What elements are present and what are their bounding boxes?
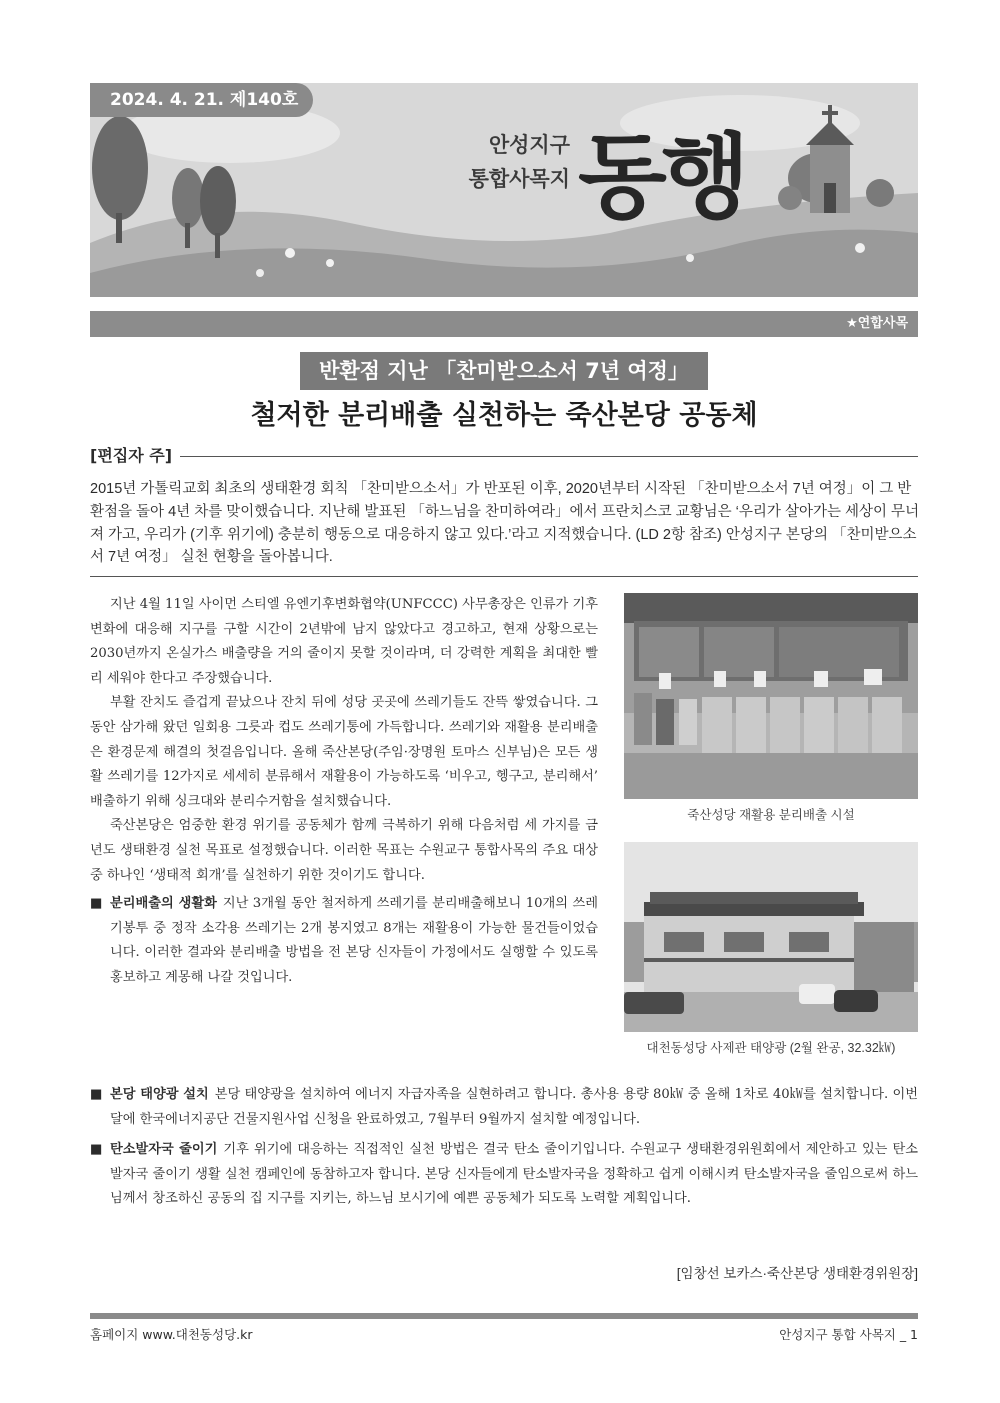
masthead-title: 동행 (578, 123, 744, 231)
editor-rule (90, 456, 918, 457)
recycling-facility-photo (624, 593, 918, 799)
paragraph: 부활 잔치도 즐겁게 끝났으나 잔치 뒤에 성당 곳곳에 쓰레기들도 잔뜩 쌓였습니다. 그동안 삼가해 왔던 일회용 그릇과 컵도 쓰레기통에 가득합니다. 쓰레기와 재활용 분리배출은 환경문제 해결의 첫걸음입니다. 올해 죽산본당(주임·장명원 토마스 신부님)은 모든 생활 쓰레기를 12가지로 세세히 분류해서 재활용이 가능하도록 ‘비우고, 헹구고, 분리해서’ 배출하기 위해 싱크대와 분리수거함을 설치했습니다. (90, 695, 598, 809)
author-signature: [임창선 보카스·죽산본당 생태환경위원장] (676, 1266, 918, 1281)
paragraph: 지난 4월 11일 사이먼 스티엘 유엔기후변화협약(UNFCCC) 사무총장은 인류가 기후 변화에 대응해 지구를 구할 시간이 2년밖에 남지 않았다고 경고하고, 현재 상황으로는 2030년까지 온실가스 배출량을 거의 줄이지 못할 것이라며, 더 강력한 계획을 최대한 빨리 세워야 한다고 주장했습니다. (90, 597, 598, 686)
paragraph: 죽산본당은 엄중한 환경 위기를 공동체가 함께 극복하기 위해 다음처럼 세 가지를 금년도 생태환경 실천 목표로 설정했습니다. 이러한 목표는 수원교구 통합사목의 주요 대상 중 하나인 ‘생태적 회개’를 실천하기 위한 것이기도 합니다. (90, 818, 598, 883)
bullet-item (90, 1083, 918, 1132)
article-headline: 철저한 분리배출 실천하는 죽산본당 공동체 (250, 400, 758, 431)
photo2-caption: 대천동성당 사제관 태양광 (2월 완공, 32.32㎾) (646, 1041, 896, 1055)
masthead-subtitle-line1: 안성지구 (488, 133, 570, 157)
article-kicker: 반환점 지난 「찬미받으소서 7년 여정」 (300, 352, 708, 390)
section-bar (90, 311, 918, 337)
footer-homepage[interactable]: 홈페이지 www.대천동성당.kr (90, 1327, 253, 1342)
bullet-square-icon: ■ (90, 896, 103, 912)
bullet-square-icon: ■ (90, 1087, 103, 1102)
bullet-text: 본당 태양광을 설치하여 에너지 자급자족을 실현하려고 합니다. 총사용 용량 80㎾ 중 올해 1차로 40㎾를 설치합니다. 이번 달에 한국에너지공단 건물지원사업 신청을 완료하였고, 7월부터 9월까지 설치할 예정입니다. (110, 1087, 919, 1127)
bullet-item (90, 1138, 918, 1212)
editor-label: [편집자 주] (90, 443, 180, 469)
bullet-title: 본당 태양광 설치 (110, 1087, 209, 1102)
bullet-title: 분리배출의 생활화 (110, 896, 217, 912)
footer-page-label: 안성지구 통합 사목지 _ 1 (779, 1327, 918, 1342)
footer-rule (90, 1313, 918, 1319)
bullet-text: 지난 3개월 동안 철저하게 쓰레기를 분리배출해보니 10개의 쓰레기봉투 중 정작 소각용 쓰레기는 2개 봉지였고 8개는 재활용이 가능한 물건들이었습니다. 이러한 결과와 분리배출 방법을 전 본당 신자들이 가정에서도 실행할 수 있도록 홍보하고 계몽해 나갈 것입니다. (110, 896, 598, 985)
photo1-caption: 죽산성당 재활용 분리배출 시설 (687, 808, 855, 822)
article-full-width-bullets (90, 1083, 918, 1216)
section-label: ★연합사목 (846, 316, 908, 331)
bullet-title: 탄소발자국 줄이기 (110, 1142, 218, 1158)
bullet-square-icon: ■ (90, 1142, 103, 1158)
editor-note-header (90, 443, 918, 469)
solar-rectory-photo (624, 842, 918, 1032)
masthead-subtitle-line2: 통합사목지 (468, 167, 570, 191)
article-body-column (90, 593, 598, 995)
bullet-text: 기후 위기에 대응하는 직접적인 실천 방법은 결국 탄소 줄이기입니다. 수원교구 생태환경위원회에서 제안하고 있는 탄소발자국 줄이기 생활 실천 캠페인에 동참하고자 합니다. 본당 신자들에게 탄소발자국을 정확하고 쉽게 이해시켜 탄소발자국을 줄임으로써 하느님께서 창조하신 공동의 집 지구를 지키는, 하느님 보시기에 예쁜 공동체가 되도록 노력할 계획입니다. (110, 1142, 918, 1207)
bullet-item (90, 892, 598, 990)
editor-note: 2015년 가톨릭교회 최초의 생태환경 회칙 「찬미받으소서」가 반포된 이후, 2020년부터 시작된 「찬미받으소서 7년 여정」이 그 반환점을 돌아 4년 차를 맞이했습니다. 지난해 발표된 「하느님을 찬미하여라」에서 프란치스코 교황님은 ‘우리가 살아가는 세상이 무너져 가고, 우리가 (기후 위기에) 충분히 행동으로 대응하지 않고 있다.’라고 지적했습니다. (LD 2항 참조) 안성지구 본당의 「찬미받으소서 7년 여정」 실천 현황을 돌아봅니다. (90, 481, 920, 566)
issue-date-tab: 2024. 4. 21. 제140호 (90, 83, 313, 117)
editor-bottom-rule (90, 576, 918, 577)
masthead-subtitle (420, 128, 570, 196)
